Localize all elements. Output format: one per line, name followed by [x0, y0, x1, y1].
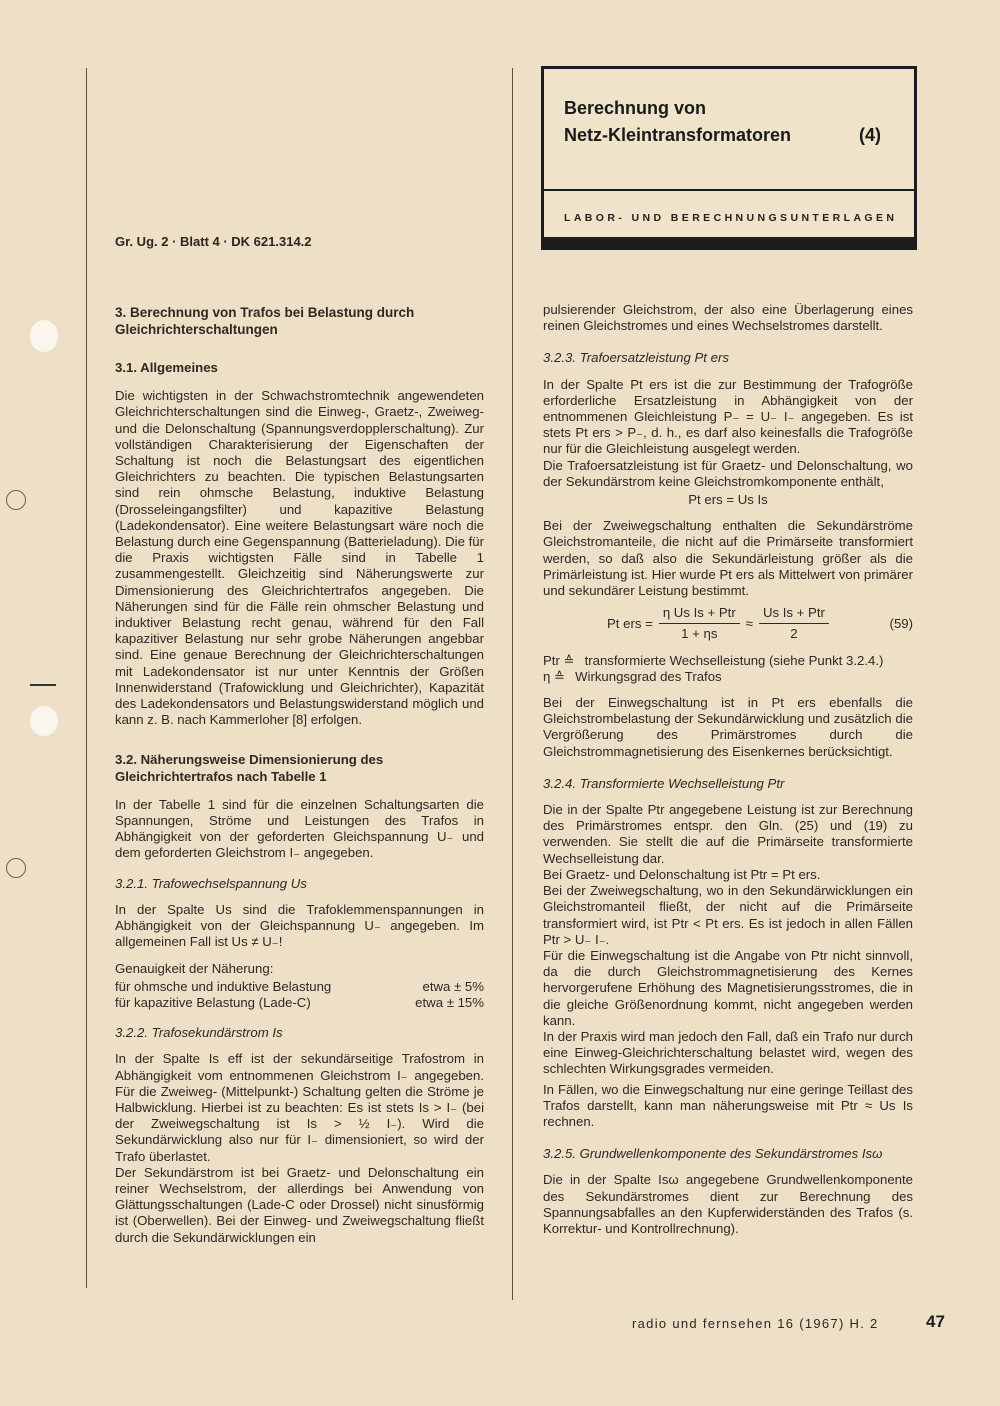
- accuracy-title: Genauigkeit der Näherung:: [115, 960, 274, 976]
- section-3-2-5-heading: 3.2.5. Grundwellenkomponente des Sekundärstromes Isω: [543, 1146, 883, 1162]
- punch-hole-bottom: [6, 858, 26, 878]
- journal-footer: radio und fernsehen 16 (1967) H. 2: [632, 1316, 879, 1331]
- accuracy-row-2-value: etwa ± 15%: [415, 994, 484, 1010]
- section-3-2-3-text-c: Bei der Zweiwegschaltung enthalten die Sekundärströme Gleichstromanteile, die nicht auf die Primärseite transformiert werden, so daß also die Sekundärleistung größer als die Primärleistung ist. Hier wurde Pt ers als Mittelwert von primärer und sekundärer Leistung bestimmt.: [543, 518, 913, 599]
- title-line-1: Berechnung von: [564, 98, 707, 118]
- section-3-2-2-heading: 3.2.2. Trafosekundärstrom Is: [115, 1025, 283, 1041]
- section-3-2-3-text-d: Bei der Einwegschaltung ist in Pt ers ebenfalls die Gleichstrombelastung der Sekundärwicklung und zusätzlich die Vergrößerung des Primärstromes durch die Gleichstrommagnetisierung des Eisenkernes berücksichtigt.: [543, 695, 913, 759]
- punch-hole-top: [6, 490, 26, 510]
- accuracy-row-1-label: für ohmsche und induktive Belastung: [115, 978, 332, 994]
- section-3-heading: 3. Berechnung von Trafos bei Belastung durch Gleichrichterschaltungen: [115, 305, 415, 337]
- eq59-den-2: 2: [790, 626, 798, 642]
- eq59-lhs: Pt ers =: [607, 615, 653, 631]
- margin-tick: [30, 684, 56, 686]
- legend-ptr-text: transformierte Wechselleistung (siehe Punkt 3.2.4.): [584, 652, 884, 668]
- continued-text: pulsierender Gleichstrom, der also eine Überlagerung eines reinen Gleichstromes und eines Wechselstromes darstellt.: [543, 302, 913, 334]
- header-box: [541, 66, 917, 250]
- eq59-number: (59): [889, 615, 913, 631]
- section-3-2-2-text-b: Der Sekundärstrom ist bei Graetz- und Delonschaltung ein reiner Wechselstrom, der allerdings bei Anwendung von Glättungsschaltungen (Lade-C oder Drossel) nicht sinusförmig ist (Oberwellen). Bei der Einweg- und Zweiwegschaltung fließt durch die Sekundärwicklungen ein: [115, 1164, 484, 1245]
- section-3-2-4-text-a: Die in der Spalte Ptr angegebene Leistung ist zur Berechnung des Primärstromes entspr. den Gln. (25) und (19) zu verwenden. Sie stellt die auf die Primärseite transformierte Wechselleistung dar.: [543, 802, 913, 866]
- section-3-1-text: Die wichtigsten in der Schwachstromtechnik angewendeten Gleichrichterschaltungen sind die Einweg-, Graetz-, Zweiweg- und die Delonschaltung (Spannungsverdopplerschaltung). Zur vollständigen Charakterisierung der Eigenschaften der Schaltung ist noch die Belastungsart des eigentlichen Gleichrichters zu beachten. Die typischen Belastungsarten sind rein ohmsche Belastung, induktive Belastung (Drosseleingangsfilter) und kapazitive Belastung (Ladekondensator). Eine weitere Belastungsart wäre noch die Belastung durch eine Gegenspannung (Batterieladung). Die für die Praxis wichtigsten Fälle sind in Tabelle 1 zusammengestellt. Gleichzeitig sind Näherungswerte zur Dimensionierung des Gleichrichtertrafos angegeben. Die Näherungen sind für die Fälle rein ohmscher Belastung und induktiver Belastung recht genau, während für den Fall kapazitiver Belastung nur sehr grobe Näherungen angebbar sind. Eine genaue Berechnung der Gleichrichterschaltungen mit Ladekondensator ist nur unter Kenntnis der Größen Innenwiderstand (Trafowicklung und Gleichrichter), Kapazität des Ladekondensators und Belastungswiderstand möglich und kann z. B. nach Kammerloher [8] erfolgen.: [115, 388, 484, 728]
- header-divider: [544, 189, 914, 191]
- eq59-num-2: Us Is + Ptr: [759, 605, 829, 624]
- section-3-2-1-text: In der Spalte Us sind die Trafoklemmenspannungen in Abhängigkeit von der Gleichspannung U₋ angegeben. Im allgemeinen Fall ist Us ≠ U₋!: [115, 901, 484, 950]
- paper-blot-2: [30, 706, 58, 736]
- accuracy-row-2-label: für kapazitive Belastung (Lade-C): [115, 994, 311, 1010]
- left-column: [115, 304, 484, 1246]
- section-3-1-heading: 3.1. Allgemeines: [115, 360, 218, 375]
- paper-blot-1: [30, 320, 58, 352]
- section-3-2-4-text-c: Bei der Zweiwegschaltung, wo in den Sekundärwicklungen ein Gleichstromanteil fließt, der nicht auf die Primärseite transformiert wird, ist Ptr < Pt ers. Es ist jedoch in allen Fällen Ptr > U₋ I₋.: [543, 883, 913, 947]
- accuracy-row-1-value: etwa ± 5%: [422, 978, 484, 994]
- equation-59: [543, 605, 913, 642]
- section-3-2-2-text-a: In der Spalte Is eff ist der sekundärseitige Trafostrom in Abhängigkeit vom entnommenen Gleichstrom I₋ angegeben. Für die Zweiweg- (Mittelpunkt-) Schaltung gelten die Ströme je Halbwicklung. Hierbei ist zu beachten: Es ist stets Is > I₋ (bei der Zweiwegschaltung ist Is > ½ I₋). Wird die Sekundärwicklung also nur für I₋ dimensioniert, so wird der Trafo überlastet.: [115, 1051, 484, 1164]
- legend-eta: [543, 669, 913, 685]
- section-3-2-3-heading: 3.2.3. Trafoersatzleistung Pt ers: [543, 350, 729, 366]
- center-column-rule: [512, 68, 513, 1300]
- eq59-den-1: 1 + ηs: [681, 626, 718, 642]
- page-number: 47: [926, 1312, 945, 1331]
- eq59-fraction-1: [659, 605, 740, 642]
- section-3-2-1-heading: 3.2.1. Trafowechselspannung Us: [115, 875, 307, 891]
- section-3-2-text: In der Tabelle 1 sind für die einzelnen Schaltungsarten die Spannungen, Ströme und Leistungen des Trafos in Abhängigkeit von der geforderten Gleichspannung U₋ und dem geforderten Gleichstrom I₋ angegeben.: [115, 796, 484, 861]
- section-3-2-4-text-e: In der Praxis wird man jedoch den Fall, daß ein Trafo nur durch eine Einweg-Gleichrichterschaltung belastet wird, wegen des schlechten Wirkungsgrades vermeiden.: [543, 1028, 913, 1077]
- section-3-2-4-text-f: In Fällen, wo die Einwegschaltung nur eine geringe Teillast des Trafos darstellt, kann man näherungsweise mit Ptr ≈ Us Is rechnen.: [543, 1081, 913, 1129]
- eq59-num-1: η Us Is + Ptr: [659, 605, 740, 624]
- legend-eta-symbol: η ≙: [543, 668, 566, 684]
- left-margin-rule: [86, 68, 87, 1288]
- title-line-2: Netz-Kleintransformatoren: [564, 125, 792, 145]
- section-3-2-4-text-b: Bei Graetz- und Delonschaltung ist Ptr = Pt ers.: [543, 866, 821, 882]
- legend-ptr-symbol: Ptr ≙: [543, 652, 575, 668]
- section-3-2-5-text: Die in der Spalte Isω angegebene Grundwellenkomponente des Sekundärstromes dient zur Berechnung des Spannungsabfalles an den Kupferwiderständen des Trafos (s. Korrektur- und Kontrollrechnung).: [543, 1172, 913, 1236]
- legend-ptr: [543, 653, 913, 669]
- equation-pters: Pt ers = Us Is: [688, 492, 768, 508]
- section-3-2-4-heading: 3.2.4. Transformierte Wechselleistung Ptr: [543, 775, 785, 791]
- legend-eta-text: Wirkungsgrad des Trafos: [575, 668, 722, 684]
- article-title: [564, 95, 881, 149]
- section-3-2-heading: 3.2. Näherungsweise Dimensionierung des Gleichrichtertrafos nach Tabelle 1: [115, 752, 384, 784]
- series-subtitle: LABOR- UND BERECHNUNGSUNTERLAGEN: [564, 212, 898, 224]
- accuracy-row-1: [115, 979, 484, 995]
- title-part-number: (4): [859, 125, 881, 145]
- accuracy-row-2: [115, 995, 484, 1011]
- classification-line: Gr. Ug. 2 · Blatt 4 · DK 621.314.2: [115, 234, 312, 249]
- right-column: [543, 302, 913, 1237]
- header-bottom-bar: [544, 237, 914, 247]
- section-3-2-4-text-d: Für die Einwegschaltung ist die Angabe von Ptr nicht sinnvoll, da die durch Gleichstrommagnetisierung des Kernes hervorgerufene Erhöhung des Magnetisierungsstromes, die in die gleiche Größenordnung kommt, nicht angegeben werden kann.: [543, 947, 913, 1028]
- section-3-2-3-text-a: In der Spalte Pt ers ist die zur Bestimmung der Trafogröße erforderliche Ersatzleistung in Abhängigkeit von der entnommenen Gleichleistung P₋ = U₋ I₋ angegeben. Es ist stets Pt ers > P₋, d. h., es darf also keinesfalls die Trafogröße nur für die Gleichleistung ausgelegt werden.: [543, 376, 913, 457]
- section-3-2-3-text-b: Die Trafoersatzleistung ist für Graetz- und Delonschaltung, wo der Sekundärstrom keine Gleichstromkomponente enthält,: [543, 457, 913, 489]
- eq59-approx: ≈: [745, 615, 753, 631]
- eq59-fraction-2: [759, 605, 829, 642]
